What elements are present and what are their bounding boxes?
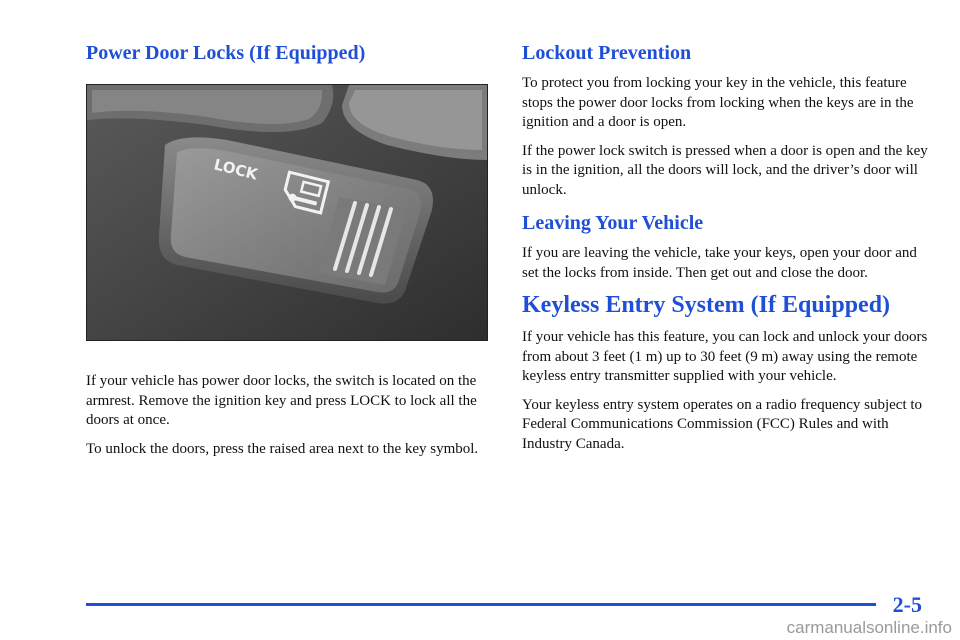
footer-rule [86,603,876,606]
door-lock-switch-photo [86,84,488,341]
paragraph: Your keyless entry system operates on a radio frequency subject to Federal Communications Commission (FCC) Rules and with Industry Canada. [522,396,923,452]
right-column [522,42,932,463]
lock-label: LOCK [212,155,260,184]
section-heading-keyless-entry: Keyless Entry System (If Equipped) [522,292,891,318]
paragraph: To protect you from locking your key in the vehicle, this feature stops the power door locks from locking when the keys are in the ignition and a door is open. [522,75,914,130]
section-heading-lockout-prevention: Lockout Prevention [522,42,692,64]
paragraph: If your vehicle has this feature, you can lock and unlock your doors from about 3 feet (1 m) up to 30 feet (9 m) away using the remote keyless entry transmitter supplied with your vehicle. [522,329,928,384]
section-heading-power-door-locks: Power Door Locks (If Equipped) [86,42,366,64]
page-number: 2-5 [892,592,922,617]
lock-switch-illustration [87,85,487,340]
paragraph: If the power lock switch is pressed when a door is open and the key is in the ignition, all the doors will lock, and the driver’s door will unlock. [522,142,928,198]
section-heading-leaving-vehicle: Leaving Your Vehicle [522,212,704,234]
watermark: carmanualsonline.info [786,618,952,637]
paragraph: If you are leaving the vehicle, take your keys, open your door and set the locks from inside. Then get out and close the door. [522,245,917,281]
paragraph: If your vehicle has power door locks, the switch is located on the armrest. Remove the ignition key and press LOCK to lock all the doors at once. [86,373,477,428]
left-column-text [86,372,486,459]
paragraph: To unlock the doors, press the raised area next to the key symbol. [86,440,479,457]
